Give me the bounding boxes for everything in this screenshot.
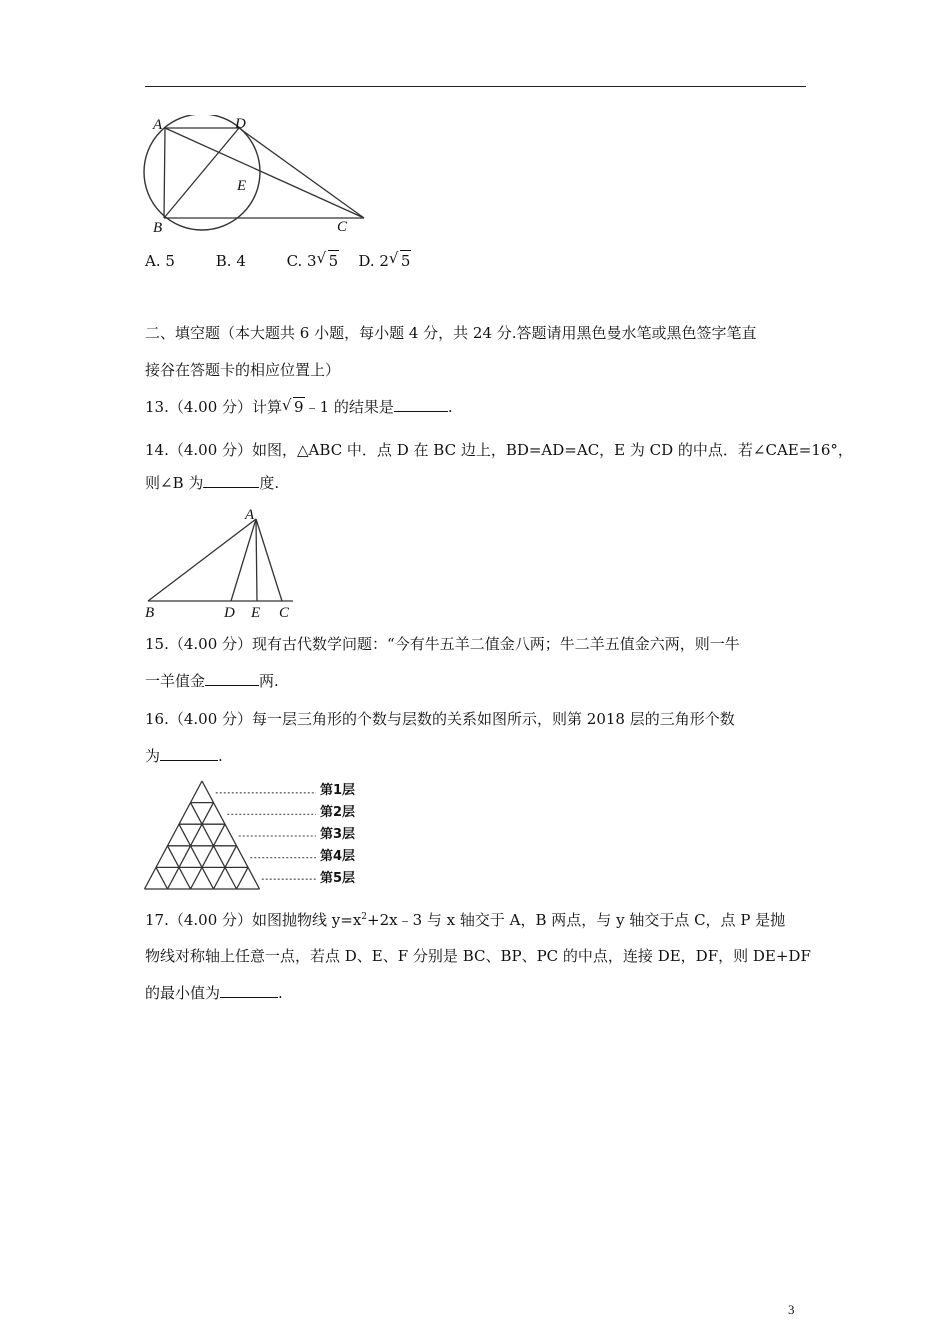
- q12-choices: [145, 250, 411, 271]
- label-A: A: [153, 117, 163, 133]
- question-14-line2: 则∠B 为 度.: [145, 474, 280, 492]
- grid-line: [156, 867, 168, 889]
- grid-line: [145, 781, 203, 889]
- layer-label-5: 第5层: [320, 871, 356, 886]
- circle-figure-q12: [140, 115, 370, 237]
- question-17-line3: 的最小值为 .: [145, 984, 283, 1002]
- choice-d: D. 2 √ 5: [358, 249, 411, 270]
- label-D: D: [235, 116, 246, 132]
- triangle-layers-figure-q16: [140, 778, 380, 890]
- header-rule: [145, 86, 806, 87]
- answer-blank-14[interactable]: [203, 473, 259, 488]
- grid-line: [237, 867, 249, 889]
- question-16-line1: 16.（4.00 分）每一层三角形的个数与层数的关系如图所示，则第 2018 层的三角形个数: [145, 710, 735, 728]
- answer-blank-13[interactable]: [394, 397, 448, 412]
- label-E: E: [251, 605, 261, 621]
- answer-blank-16[interactable]: [160, 746, 218, 761]
- question-14-line1: 14.（4.00 分）如图，△ABC 中．点 D 在 BC 边上，BD=AD=AC，E 为 CD 的中点．若∠CAE=16°，: [145, 441, 853, 459]
- triangle-figure-q14: [140, 505, 310, 621]
- choice-c: C. 3 √ 5: [286, 249, 339, 270]
- answer-blank-15[interactable]: [205, 671, 259, 686]
- label-A: A: [245, 507, 255, 523]
- sqrt-c: √ 5: [316, 249, 339, 270]
- answer-blank-17[interactable]: [220, 983, 278, 998]
- layer-label-1: 第1层: [320, 783, 356, 798]
- section-heading-line1: 二、填空题（本大题共 6 小题，每小题 4 分，共 24 分.答题请用黑色曼水笔或黑色签字笔直: [145, 324, 757, 342]
- grid-line: [202, 781, 260, 889]
- label-B: B: [145, 605, 155, 621]
- choice-a: A. 5: [145, 252, 175, 270]
- label-E: E: [237, 178, 247, 194]
- layer-label-4: 第4层: [320, 849, 356, 864]
- question-13: 13.（4.00 分）计算 √ 9﹣1 的结果是 .: [145, 396, 453, 416]
- sqrt-9: √ 9: [282, 396, 304, 416]
- question-16-line2: 为 .: [145, 747, 223, 765]
- layer-label-3: 第3层: [320, 827, 356, 842]
- question-17-line1: 17.（4.00 分）如图抛物线 $y=x^2+2x﹣3$ 与 x 轴交于 A，B 两点，与 y 轴交于点 C，点 P 是抛: [145, 911, 786, 929]
- question-17-line2: 物线对称轴上任意一点，若点 D、E、F 分别是 BC、BP、PC 的中点，连接 DE，DF，则 DE+DF: [145, 947, 811, 965]
- page-number: 3: [788, 1302, 795, 1317]
- label-C: C: [279, 605, 290, 621]
- label-B: B: [153, 220, 163, 236]
- question-15-line2: 一羊值金 两.: [145, 672, 279, 690]
- sqrt-d: √ 5: [388, 249, 411, 270]
- choice-b: B. 4: [215, 252, 246, 270]
- label-D: D: [224, 605, 235, 621]
- label-C: C: [337, 219, 348, 235]
- question-15-line1: 15.（4.00 分）现有古代数学问题：“今有牛五羊二值金八两；牛二羊五值金六两，则一牛: [145, 635, 740, 653]
- layer-label-2: 第2层: [320, 805, 356, 820]
- section-heading-line2: 接谷在答题卡的相应位置上）: [145, 361, 341, 379]
